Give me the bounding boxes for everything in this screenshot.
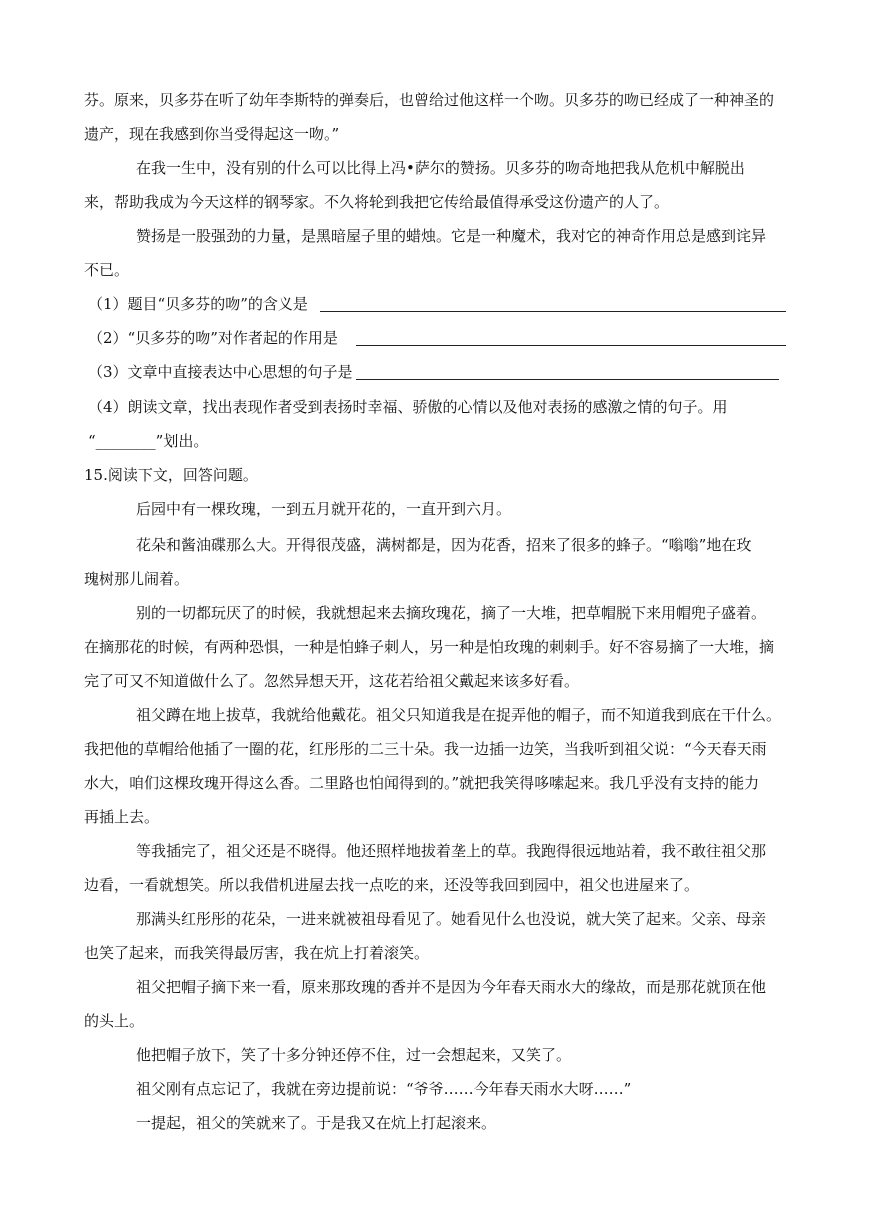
passage-line: 祖父刚有点忘记了，我就在旁边提前说：“爷爷……今年春天雨水大呀……” bbox=[136, 1080, 632, 1098]
passage-line: 在我一生中，没有别的什么可以比得上冯•萨尔的赞扬。贝多芬的吻奇地把我从危机中解脱出 bbox=[136, 159, 745, 177]
passage-line: 赞扬是一股强劲的力量，是黑暗屋子里的蜡烛。它是一种魔术，我对它的神奇作用总是感到诧异 bbox=[136, 227, 767, 245]
answer-blank-1[interactable] bbox=[320, 311, 786, 312]
passage-line: 不已。 bbox=[84, 261, 130, 279]
passage-line: 遗产，现在我感到你当受得起这一吻。” bbox=[84, 125, 340, 143]
passage-line: 在摘那花的时候，有两种恐惧，一种是怕蜂子刺人，另一种是怕玫瑰的刺刺手。好不容易摘了一大堆，摘 bbox=[84, 638, 775, 656]
passage-line: 水大，咱们这棵玫瑰开得这么香。二里路也怕闻得到的。”就把我笑得哆嗦起来。我几乎没有支持的能力 bbox=[84, 774, 760, 792]
answer-blank-3[interactable] bbox=[356, 379, 779, 380]
passage-line: 我把他的草帽给他插了一圈的花，红彤彤的二三十朵。我一边插一边笑，当我听到祖父说：“今天春天雨 bbox=[84, 740, 767, 758]
passage-line: 边看，一看就想笑。所以我借机进屋去找一点吃的来，还没等我回到园中，祖父也进屋来了。 bbox=[84, 876, 700, 894]
passage-line: 他把帽子放下，笑了十多分钟还停不住，过一会想起来，又笑了。 bbox=[136, 1046, 572, 1064]
passage-line: 的头上。 bbox=[84, 1012, 145, 1030]
passage-line: 也笑了起来，而我笑得最厉害，我在炕上打着滚笑。 bbox=[84, 944, 430, 962]
passage-line: 完了可又不知道做什么了。忽然异想天开，这花若给祖父戴起来该多好看。 bbox=[84, 672, 580, 690]
section-heading: 15.阅读下文，回答问题。 bbox=[84, 466, 258, 484]
question-1: （1）题目“贝多芬的吻”的含义是 bbox=[88, 295, 308, 313]
question-4-continued: “________”划出。 bbox=[88, 432, 209, 450]
passage-line: 一提起，祖父的笑就来了。于是我又在炕上打起滚来。 bbox=[136, 1114, 497, 1132]
question-4: （4）朗读文章，找出表现作者受到表扬时幸福、骄傲的心情以及他对表扬的感激之情的句子。用 bbox=[88, 398, 728, 416]
question-2: （2）“贝多芬的吻”对作者起的作用是 bbox=[88, 329, 338, 347]
passage-line: 别的一切都玩厌了的时候，我就想起来去摘玫瑰花，摘了一大堆，把草帽脱下来用帽兜子盛着。 bbox=[136, 604, 767, 622]
passage-line: 祖父把帽子摘下来一看，原来那玫瑰的香并不是因为今年春天雨水大的缘故，而是那花就顶在他 bbox=[136, 978, 767, 996]
passage-line: 再插上去。 bbox=[84, 808, 160, 826]
passage-line: 那满头红彤彤的花朵，一进来就被祖母看见了。她看见什么也没说，就大笑了起来。父亲、母亲 bbox=[136, 910, 767, 928]
passage-line: 瑰树那儿闹着。 bbox=[84, 570, 190, 588]
answer-blank-2[interactable] bbox=[356, 345, 786, 346]
passage-line: 芬。原来，贝多芬在听了幼年李斯特的弹奏后，也曾给过他这样一个吻。贝多芬的吻已经成了一种神圣的 bbox=[84, 91, 775, 109]
question-3: （3）文章中直接表达中心思想的句子是 bbox=[88, 363, 353, 381]
passage-line: 来，帮助我成为今天这样的钢琴家。不久将轮到我把它传给最值得承受这份遗产的人了。 bbox=[84, 193, 670, 211]
passage-line: 等我插完了，祖父还是不晓得。他还照样地拔着垄上的草。我跑得很远地站着，我不敢往祖父那 bbox=[136, 842, 767, 860]
passage-line: 祖父蹲在地上拔草，我就给他戴花。祖父只知道我是在捉弄他的帽子，而不知道我到底在干什么。 bbox=[136, 706, 782, 724]
passage-line: 后园中有一棵玫瑰，一到五月就开花的，一直开到六月。 bbox=[136, 500, 512, 518]
passage-line: 花朵和酱油碟那么大。开得很茂盛，满树都是，因为花香，招来了很多的蜂子。“嗡嗡”地在玫 bbox=[136, 536, 752, 554]
